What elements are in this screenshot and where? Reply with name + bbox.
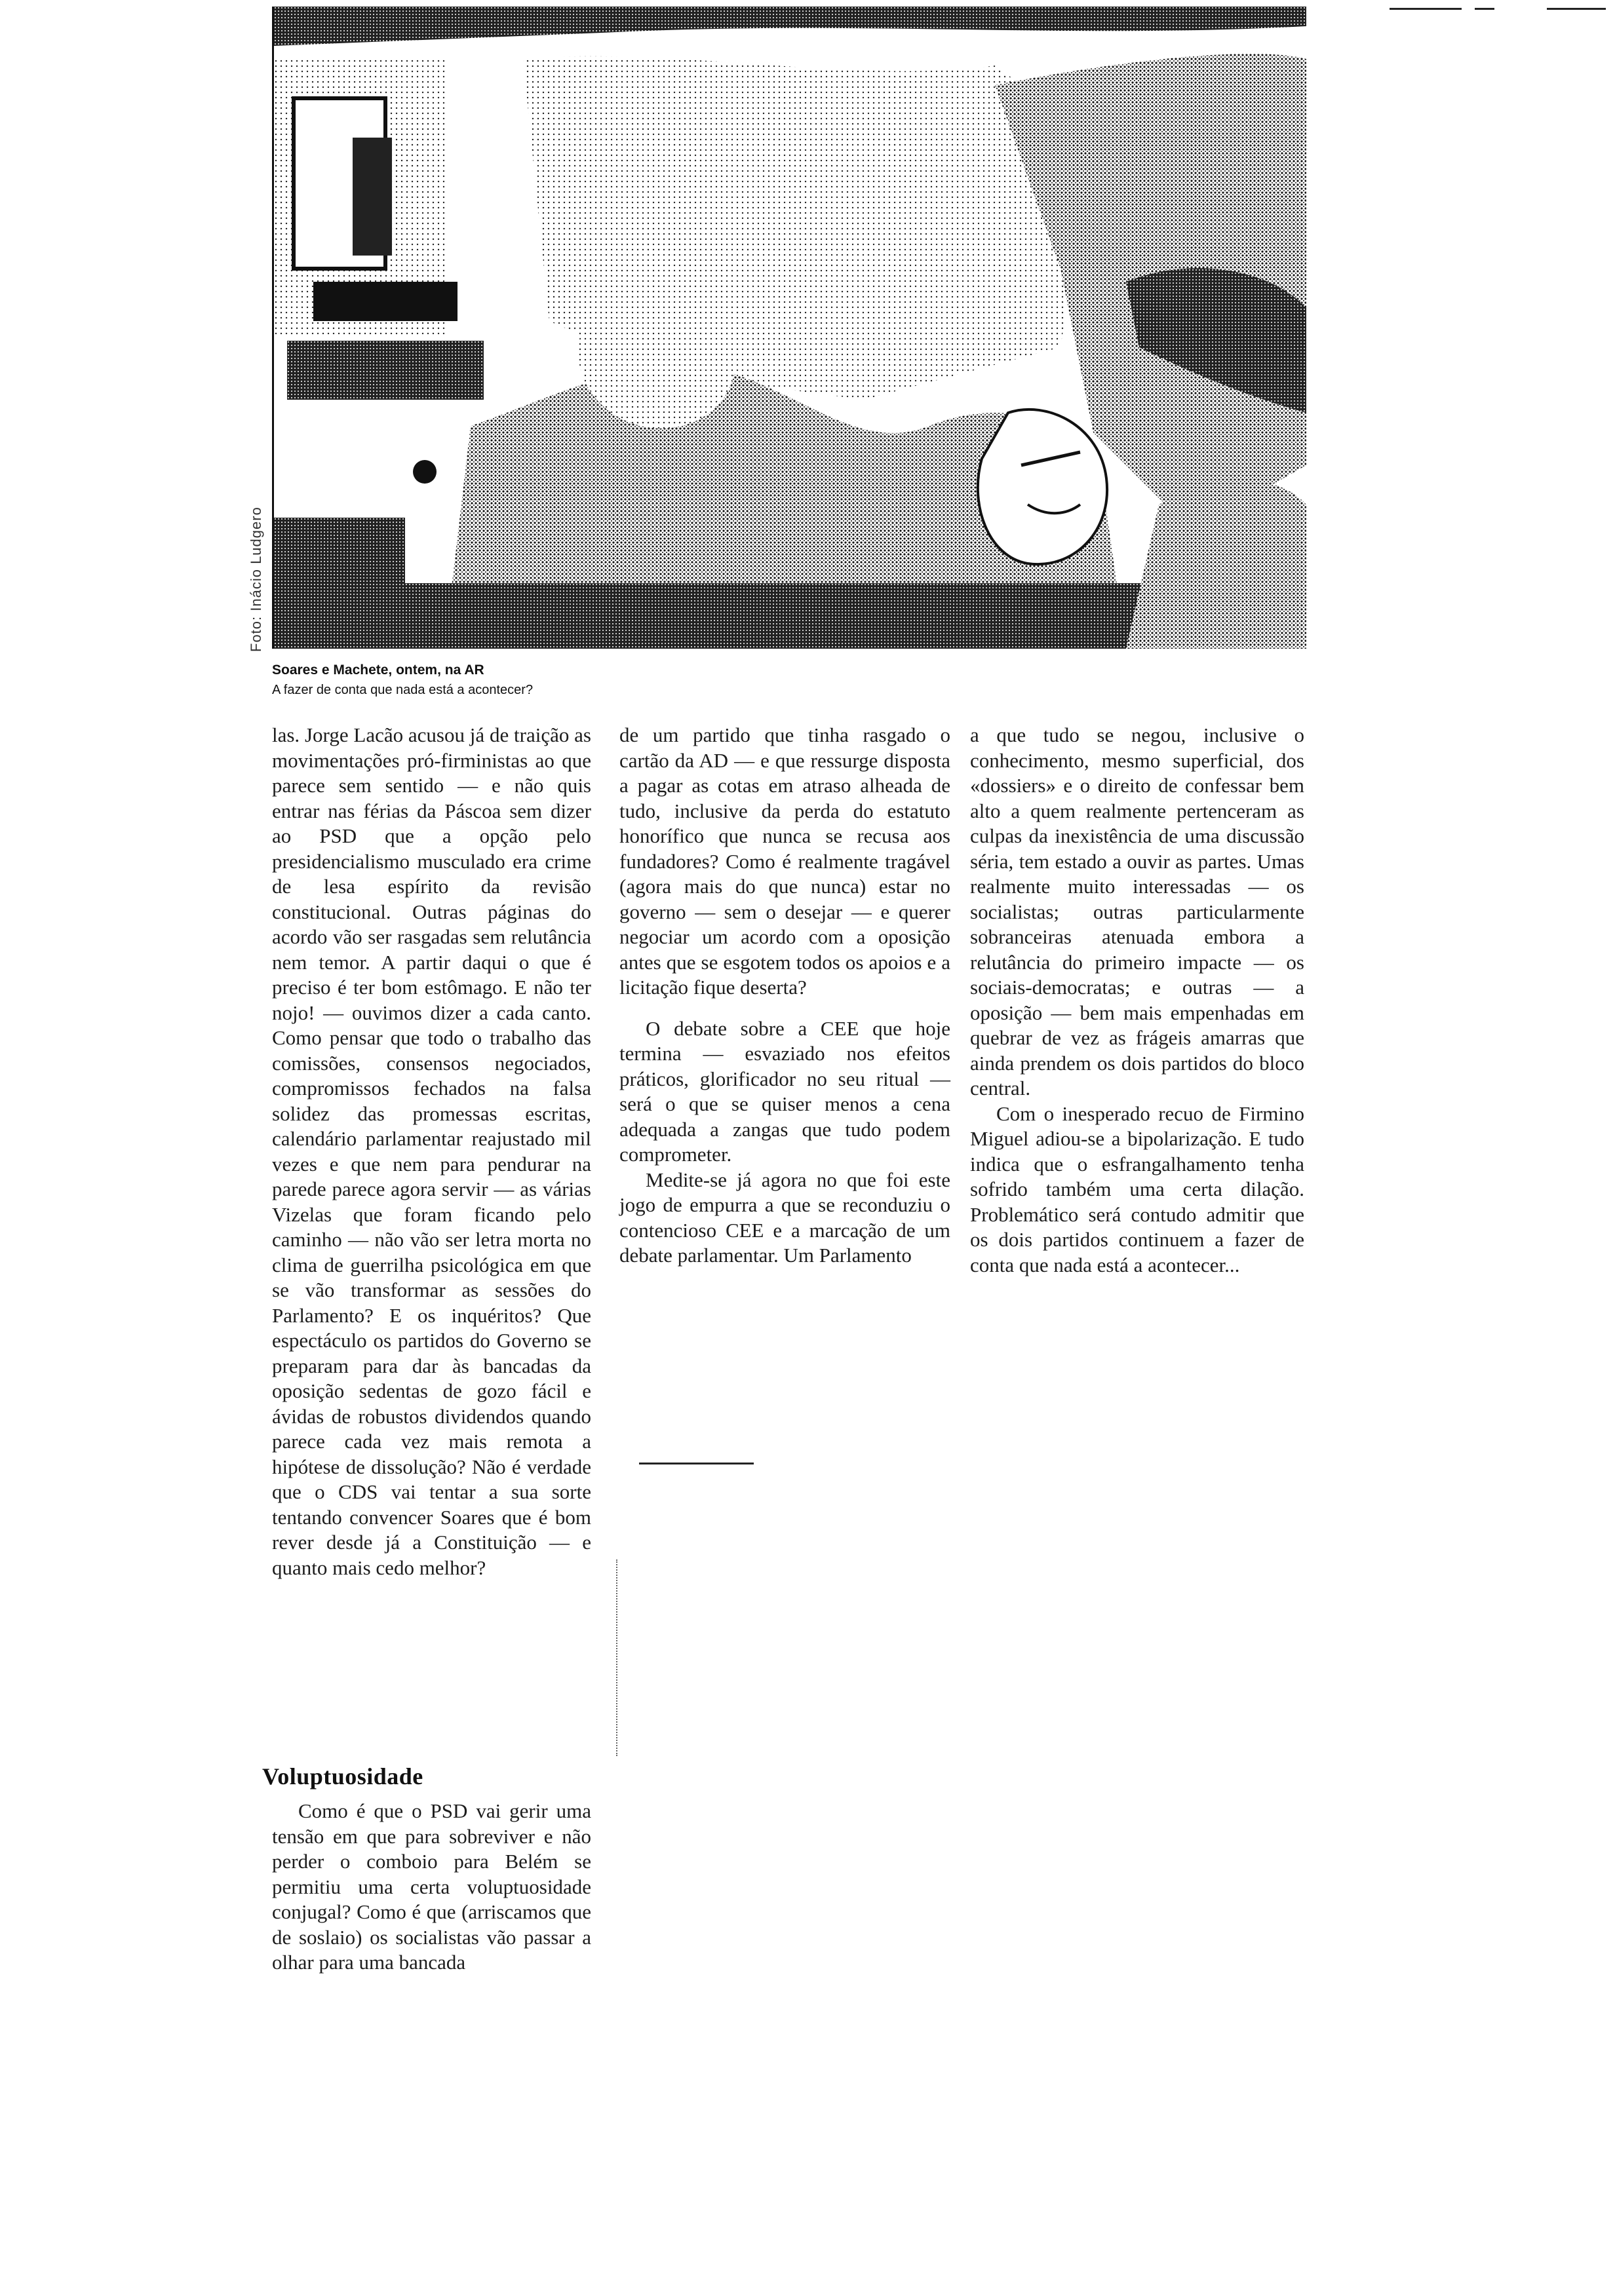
news-photo (272, 7, 1306, 649)
paragraph: O debate sobre a CEE que hoje termina — esvaziado nos efeitos práticos, glorificador no seu ritual — será o que se quiser menos a cena adequada a zangas que tudo podem comprometer. (619, 1016, 950, 1166)
column-divider-dots (616, 1559, 620, 1756)
stray-rule-mark (1390, 8, 1462, 10)
paragraph: Medite-se já agora no que foi este jogo de empurra a que se reconduziu o contencioso CEE e a marcação de um debate parlamentar. Um Parlamento (619, 1168, 950, 1267)
caption-line-2: A fazer de conta que nada está a acontecer? (272, 683, 534, 697)
section-subheading: Voluptuosidade (262, 1763, 423, 1789)
paragraph: las. Jorge Lacão acusou já de traição as movimentações pró-firministas ao que parece sem sentido — e não quis entrar nas férias da Páscoa sem dizer ao PSD que a opção pelo presidencialismo musculado era crime de lesa espírito da revisão constitucional. Outras páginas do acordo vão ser rasgadas sem relutância nem temor. A partir daqui o que é preciso é ter bom estômago. E não ter nojo! — ouvimos dizer a cada canto. Como pensar que todo o trabalho das comissões, consensos negociados, compromissos fechados na falsa solidez das promessas escritas, calendário parlamentar reajustado mil vezes e que nem para pendurar na parede parece agora servir — as várias Vizelas que foram ficando pelo caminho — não vão ser letra morta no clima de guerrilha psicológica em que se vão transformar as sessões do Parlamento? E os inquéritos? Que espectáculo os partidos do Governo se preparam para dar às bancadas da oposição sedentas de gozo fácil e ávidas de robustos dividendos quando parece cada vez mais remota a hipótese de dissolução? Não é verdade que o CDS vai tentar a sua sorte tentando convencer Soares que é bom rever desde já a Constituição — e quanto mais cedo melhor? (272, 723, 591, 1579)
paragraph: a que tudo se negou, inclusive o conhecimento, mesmo superficial, dos «dossiers» e o direito de confessar bem alto a quem realmente pertenceram as culpas da inexistência de uma discussão séria, tem estado a ouvir as partes. Umas realmente muito interessadas — os socialistas; outras particularmente sobranceiras atenuada embora a relutância do primeiro impacte — os sociais-democratas; e outras — a oposição — bem mais empenhadas em quebrar de vez as frágeis amarras que ainda prendem os dois partidos do bloco central. (970, 723, 1304, 1100)
caption-line-1: Soares e Machete, ontem, na AR (272, 662, 484, 678)
column-end-rule (639, 1463, 754, 1464)
article-column-2 (619, 723, 950, 1269)
photo-credit: Foto: Inácio Ludgero (248, 507, 264, 652)
paragraph: Como é que o PSD vai gerir uma tensão em que para sobreviver e não perder o comboio para Belém se permitiu uma certa voluptuosidade conjugal? Como é que (arriscamos que de soslaio) os socialistas vão passar a olhar para uma bancada (272, 1799, 591, 1974)
article-column-1-continued (272, 1799, 591, 1976)
stray-rule-mark (1547, 8, 1606, 10)
article-column-1 (272, 723, 591, 1580)
article-column-3 (970, 723, 1304, 1278)
photo-caption (272, 660, 927, 700)
stray-rule-mark (1475, 8, 1494, 10)
paragraph: Com o inesperado recuo de Firmino Miguel adiou-se a bipolarização. E tudo indica que o esfrangalhamento tenha sofrido também uma certa dilação. Problemático será contudo admitir que os dois partidos continuem a fazer de conta que nada está a acontecer... (970, 1101, 1304, 1276)
paragraph: de um partido que tinha rasgado o cartão da AD — e que ressurge disposta a pagar as cotas em atraso alheada de tudo, inclusive da perda do estatuto honorífico que nunca se recusa aos fundadores? Como é realmente tragável (agora mais do que nunca) estar no governo — sem o desejar — e querer negociar um acordo com a oposição antes que se esgotem todos os apoios e a licitação fique deserta? (619, 723, 950, 999)
photo-halftone (274, 7, 1306, 649)
